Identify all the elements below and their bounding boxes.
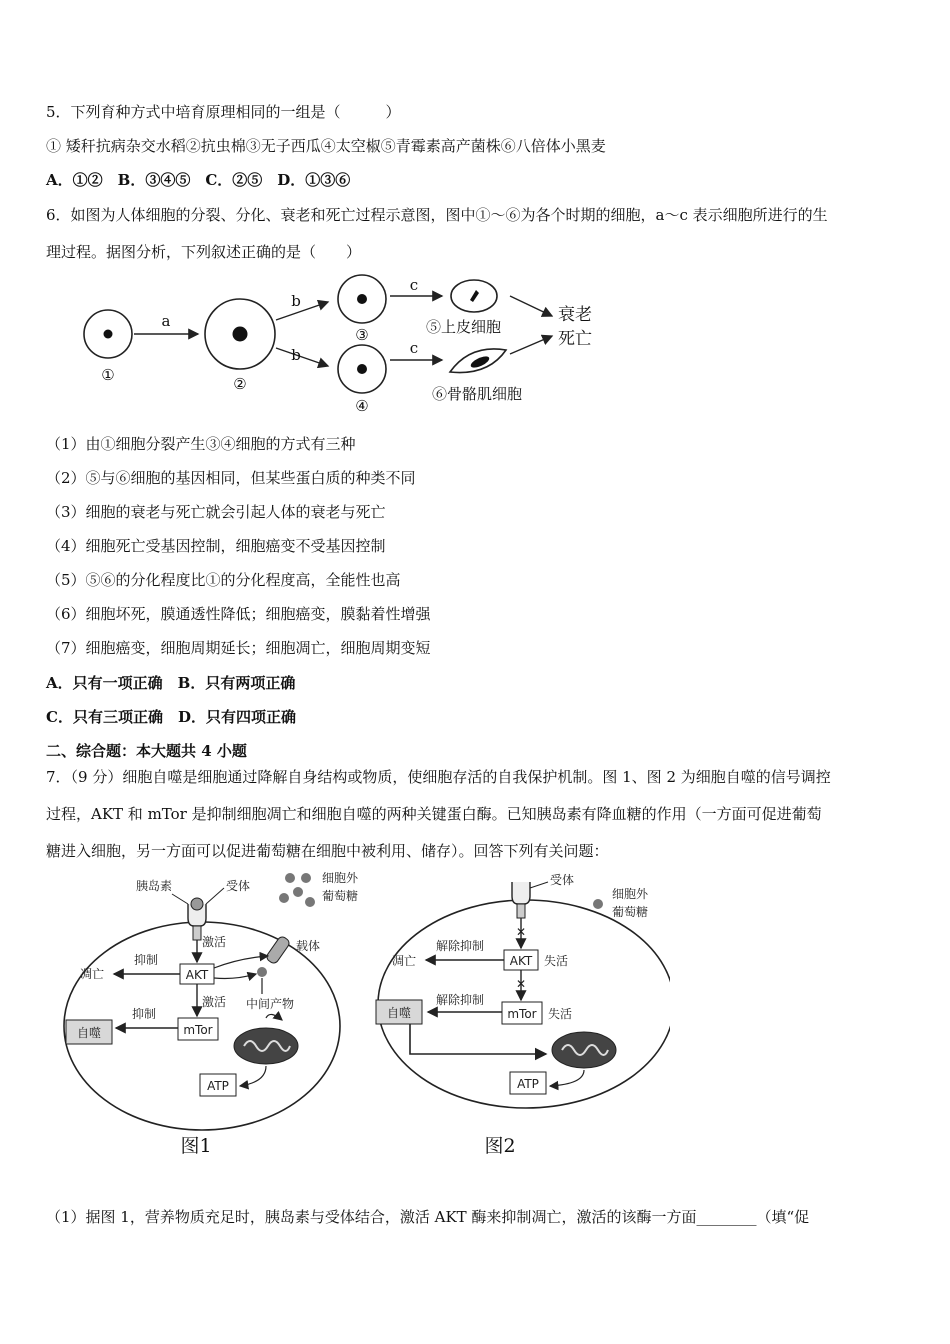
arrow-b-lower-label: b [291, 346, 301, 364]
cell-2-label: ② [233, 375, 247, 393]
fig1-autophagy: 自噬 [76, 1026, 102, 1040]
fig1-activate-1: 激活 [202, 935, 227, 949]
arrow-b-upper [276, 302, 328, 320]
fig2-inactive-1: 失活 [544, 954, 569, 968]
arrow-a-label: a [161, 312, 171, 330]
q7-line3: 糖进入细胞，另一方面可以促进葡萄糖在细胞中被利用、储存）。回答下列有关问题： [46, 842, 609, 860]
fig1-receptor-label: 受体 [226, 879, 251, 893]
figure-1 [60, 868, 360, 1164]
cell-1 [84, 310, 132, 358]
q6-statement-7: （7）细胞癌变，细胞周期延长；细胞凋亡，细胞周期变短 [46, 639, 431, 657]
aging-label: 衰老 [558, 305, 592, 325]
fig2-block-mark-1: ✕ [516, 925, 527, 939]
q6-statement-4: （4）细胞死亡受基因控制，细胞癌变不受基因控制 [46, 537, 386, 555]
fig2-glucose-label-2: 葡萄糖 [612, 905, 649, 919]
fig2-atp: ATP [517, 1077, 539, 1091]
fig2-release-2: 解除抑制 [436, 993, 485, 1007]
cell-5-label: ⑤上皮细胞 [426, 318, 502, 336]
cell-4 [338, 345, 386, 393]
fig1-intermediate: 中间产物 [246, 997, 295, 1011]
fig1-insulin-label: 胰岛素 [136, 879, 173, 893]
fig2-block-mark-2: ✕ [516, 977, 527, 991]
q5-stem: 5．下列育种方式中培育原理相同的一组是（ ） [46, 103, 401, 121]
q6-stem-line2: 理过程。据图分析，下列叙述正确的是（ ） [46, 243, 362, 261]
arrow-to-aging-lower [510, 336, 552, 354]
cell-3 [338, 275, 386, 323]
fig1-caption: 图1 [180, 1135, 212, 1157]
q6-options-row2: C．只有三项正确 D．只有四项正确 [46, 708, 296, 726]
q7-line1: 7．（9 分）细胞自噬是细胞通过降解自身结构或物质，使细胞存活的自我保护机制。图 1、图 2 为细胞自噬的信号调控 [46, 768, 831, 786]
fig2-autophagy: 自噬 [386, 1006, 412, 1020]
cell-3-label: ③ [355, 326, 369, 344]
q6-options-row1: A．只有一项正确 B．只有两项正确 [46, 674, 296, 692]
fig1-akt: AKT [185, 968, 209, 982]
q6-statement-1: （1）由①细胞分裂产生③④细胞的方式有三种 [46, 435, 356, 453]
fig2-glucose-dot [593, 899, 603, 909]
death-label: 死亡 [558, 329, 592, 349]
q6-statement-2: （2）⑤与⑥细胞的基因相同，但某些蛋白质的种类不同 [46, 469, 416, 487]
fig1-glucose-dots [279, 873, 315, 907]
fig1-glucose-label-1: 细胞外 [322, 871, 359, 885]
fig2-mtor: mTor [507, 1007, 537, 1021]
q5-options: A．①② B．③④⑤ C．②⑤ D．①③⑥ [46, 171, 351, 189]
cell-2 [205, 299, 275, 369]
cell-diagram [78, 272, 608, 420]
cell-6-muscle [450, 349, 506, 373]
q6-statement-5: （5）⑤⑥的分化程度比①的分化程度高，全能性也高 [46, 571, 401, 589]
q6-stem-line1: 6．如图为人体细胞的分裂、分化、衰老和死亡过程示意图，图中①～⑥为各个时期的细胞，a～c 表示细胞所进行的生 [46, 206, 828, 224]
fig1-glucose-label-2: 葡萄糖 [322, 889, 359, 903]
fig1-activate-2: 激活 [202, 995, 227, 1009]
fig2-receptor [512, 882, 530, 918]
fig1-mitochondrion [234, 1014, 298, 1064]
fig1-inhibit-1: 抑制 [134, 953, 159, 967]
fig2-akt: AKT [509, 954, 533, 968]
q6-statement-3: （3）细胞的衰老与死亡就会引起人体的衰老与死亡 [46, 503, 386, 521]
fig2-glucose-label-1: 细胞外 [612, 887, 649, 901]
cell-5-epithelial [451, 280, 497, 312]
q7-line2: 过程，AKT 和 mTor 是抑制细胞凋亡和细胞自噬的两种关键蛋白酶。已知胰岛素有降血糖的作用（一方面可促进葡萄 [46, 805, 822, 823]
figure-2 [370, 868, 670, 1164]
q5-list: ① 矮秆抗病杂交水稻②抗虫棉③无子西瓜④太空椒⑤青霉素高产菌株⑥八倍体小黑麦 [46, 137, 606, 155]
cell-6-label: ⑥骨骼肌细胞 [432, 385, 523, 403]
cell-4-label: ④ [355, 397, 369, 415]
arrow-b-upper-label: b [291, 292, 301, 310]
cell-1-label: ① [101, 366, 115, 384]
arrow-c-upper-label: c [409, 276, 419, 294]
arrow-b-lower [276, 348, 328, 366]
fig2-mitochondrion [552, 1032, 616, 1068]
fig2-release-1: 解除抑制 [436, 939, 485, 953]
fig2-receptor-label: 受体 [550, 873, 575, 887]
q6-statement-6: （6）细胞坏死，膜通透性降低；细胞癌变，膜黏着性增强 [46, 605, 431, 623]
fig1-carrier-label: 载体 [296, 939, 321, 953]
fig1-inhibit-2: 抑制 [132, 1007, 157, 1021]
fig1-mtor: mTor [183, 1023, 213, 1037]
fig2-apoptosis: 凋亡 [392, 954, 417, 968]
q7-sub1: （1）据图 1，营养物质充足时，胰岛素与受体结合，激活 AKT 酶来抑制凋亡，激活的该酶一方面________（填“促 [46, 1208, 810, 1226]
fig1-atp: ATP [207, 1079, 229, 1093]
fig2-inactive-2: 失活 [548, 1007, 573, 1021]
fig2-caption: 图2 [484, 1135, 516, 1157]
fig1-receptor [188, 898, 206, 940]
fig1-apoptosis: 凋亡 [80, 967, 105, 981]
arrow-to-aging-upper [510, 296, 552, 316]
section-2-heading: 二、综合题：本大题共 4 小题 [46, 742, 247, 760]
arrow-c-lower-label: c [409, 339, 419, 357]
